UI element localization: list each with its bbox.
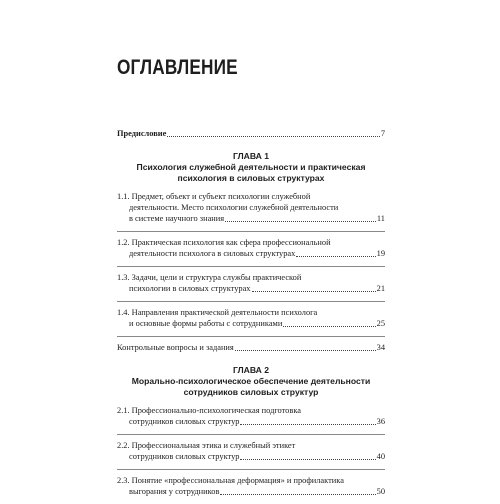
toc-entry-line: в системе научного знания: [129, 214, 225, 223]
toc-entry[interactable]: [117, 440, 385, 462]
chapter-number: ГЛАВА 2: [232, 365, 270, 375]
toc-entry-line: 2.3. Понятие «профессиональная деформация» и профилактика: [117, 476, 344, 485]
separator-line: [117, 231, 385, 232]
page-title: ОГЛАВЛЕНИЕ: [117, 56, 238, 79]
toc-entry-preface[interactable]: [117, 128, 385, 139]
toc-entry-line: сотрудников силовых структур: [129, 417, 240, 426]
dot-leader: [283, 326, 375, 327]
chapter-heading: [117, 151, 385, 184]
chapter-number: ГЛАВА 1: [232, 151, 270, 161]
toc-entry-line: деятельности психолога в силовых структурах: [129, 249, 296, 258]
toc-page-number: 34: [376, 343, 385, 352]
toc-entry[interactable]: [117, 237, 385, 259]
dot-leader: [220, 494, 375, 495]
toc-entry-line: 1.4. Направления практической деятельности психолога: [117, 308, 318, 317]
dot-leader: [252, 291, 376, 292]
toc-entry-line: выгорания у сотрудников: [129, 487, 220, 496]
toc-entry-line: 1.1. Предмет, объект и субъект психологии служебной: [117, 192, 311, 201]
toc-entry-line: 1.2. Практическая психология как сфера профессиональной: [117, 238, 331, 247]
toc-entry[interactable]: [117, 191, 385, 224]
toc-entry[interactable]: [117, 307, 385, 329]
chapter-heading: [117, 365, 385, 398]
table-of-contents: [117, 128, 385, 504]
toc-entry-line: психологии в силовых структурах: [129, 284, 251, 293]
dot-leader: [167, 136, 380, 137]
toc-page-number: 50: [376, 487, 385, 496]
separator-line: [117, 336, 385, 337]
separator-line: [117, 434, 385, 435]
chapter-title: Психология служебной деятельности и практическая психология в силовых структурах: [136, 162, 366, 183]
dot-leader: [240, 459, 375, 460]
dot-leader: [225, 221, 376, 222]
toc-entry-line: и основные формы работы с сотрудниками: [129, 319, 283, 328]
toc-entry-line: 2.1. Профессионально-психологическая подготовка: [117, 406, 301, 415]
toc-entry-control-questions[interactable]: [117, 342, 385, 353]
chapter-title: Морально-психологическое обеспечение деятельности сотрудников силовых структур: [131, 376, 371, 397]
dot-leader: [235, 350, 376, 351]
toc-entry-label: Предисловие: [117, 129, 167, 138]
toc-page-number: 36: [376, 417, 385, 426]
toc-page-number: 21: [376, 284, 385, 293]
toc-entry-line: сотрудников силовых структур: [129, 452, 240, 461]
toc-page-number: 7: [380, 129, 385, 138]
toc-page-number: 25: [376, 319, 385, 328]
toc-page-number: 19: [376, 249, 385, 258]
toc-entry-line: 2.2. Профессиональная этика и служебный этикет: [117, 441, 296, 450]
toc-entry[interactable]: [117, 475, 385, 497]
toc-entry-label: Контрольные вопросы и задания: [117, 343, 234, 352]
toc-entry[interactable]: [117, 405, 385, 427]
dot-leader: [240, 424, 375, 425]
toc-entry-line: деятельности. Место психологии служебной деятельности: [129, 203, 339, 212]
dot-leader: [296, 256, 375, 257]
separator-line: [117, 469, 385, 470]
toc-page-number: 40: [376, 452, 385, 461]
toc-entry[interactable]: [117, 272, 385, 294]
separator-line: [117, 301, 385, 302]
toc-entry-line: 1.3. Задачи, цели и структура службы практической: [117, 273, 302, 282]
toc-page-number: 11: [376, 214, 385, 223]
separator-line: [117, 266, 385, 267]
